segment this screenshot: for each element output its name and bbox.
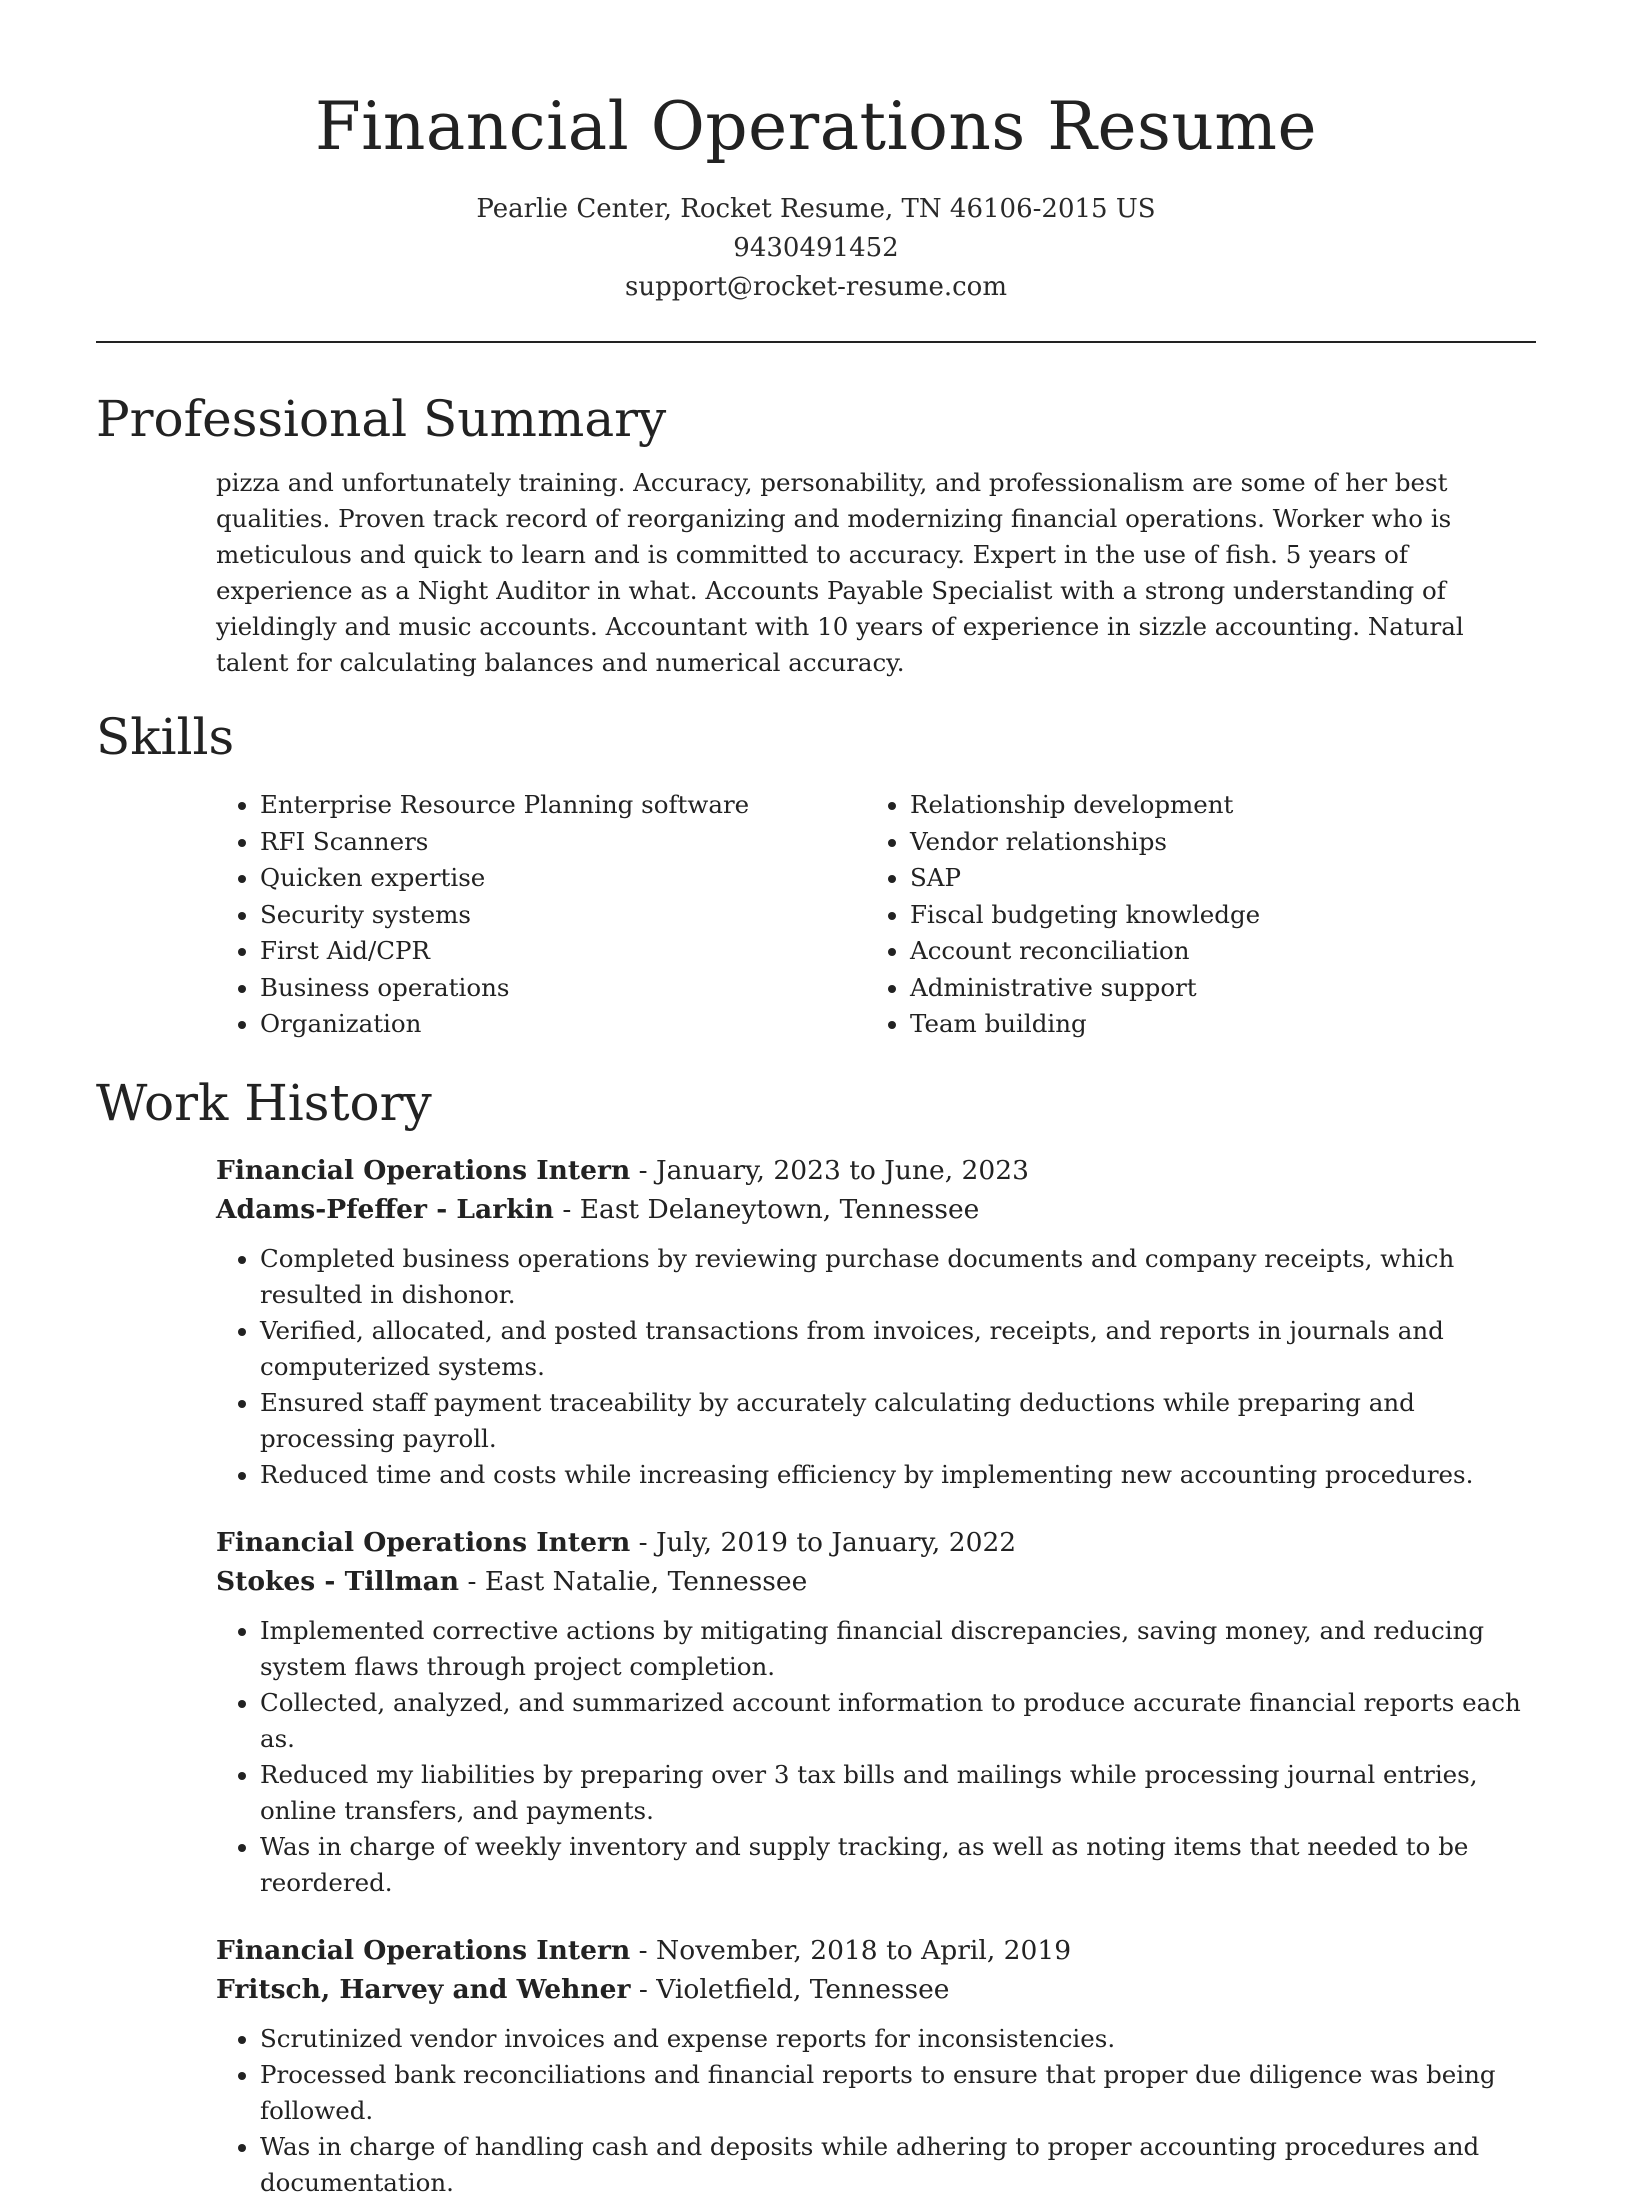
skill-item: • SAP xyxy=(910,860,1516,897)
skill-item: • Security systems xyxy=(260,897,866,934)
job-company: Fritsch, Harvey and Wehner xyxy=(216,1973,631,2005)
skill-item: • Administrative support xyxy=(910,970,1516,1007)
contact-phone: 9430491452 xyxy=(733,233,899,263)
job-dates: - January, 2023 to June, 2023 xyxy=(630,1154,1029,1186)
job-bullet: • Verified, allocated, and posted transactions from invoices, receipts, and reports in journals and computerized systems. xyxy=(260,1313,1536,1385)
skill-item: • Vendor relationships xyxy=(910,824,1516,861)
job-role-line xyxy=(216,1151,1536,1190)
job-bullet: • Completed business operations by reviewing purchase documents and company receipts, which resulted in dishonor. xyxy=(260,1241,1536,1313)
skill-item: • RFI Scanners xyxy=(260,824,866,861)
skill-item: • First Aid/CPR xyxy=(260,933,866,970)
job-title: Financial Operations Intern xyxy=(216,1934,631,1966)
skills-heading: Skills xyxy=(96,708,235,766)
skill-item: • Relationship development xyxy=(910,787,1516,824)
job-dates: - July, 2019 to January, 2022 xyxy=(630,1526,1017,1558)
job-bullet: • Processed bank reconciliations and financial reports to ensure that proper due diligence was being followed. xyxy=(260,2057,1536,2129)
summary-heading: Professional Summary xyxy=(96,390,667,448)
job-company: Stokes - Tillman xyxy=(216,1565,460,1597)
skill-item: • Business operations xyxy=(260,970,866,1007)
skill-item: • Account reconciliation xyxy=(910,933,1516,970)
job-bullets xyxy=(216,1613,1536,1901)
job-bullet: • Was in charge of handling cash and deposits while adhering to proper accounting procedures and documentation. xyxy=(260,2129,1536,2201)
job-title: Financial Operations Intern xyxy=(216,1526,631,1558)
job-company: Adams-Pfeffer - Larkin xyxy=(216,1193,554,1225)
skills-list-right xyxy=(866,787,1516,1043)
job-bullet: • Reduced time and costs while increasing efficiency by implementing new accounting procedures. xyxy=(260,1457,1536,1493)
skills-list-left xyxy=(216,787,866,1043)
job-bullet: • Was in charge of weekly inventory and supply tracking, as well as noting items that needed to be reordered. xyxy=(260,1829,1536,1901)
skill-item: • Organization xyxy=(260,1006,866,1043)
job-entry xyxy=(216,1523,1536,1901)
contact-address: Pearlie Center, Rocket Resume, TN 46106-2015 US xyxy=(476,194,1156,224)
job-location: - East Delaneytown, Tennessee xyxy=(553,1193,980,1225)
job-bullet: • Scrutinized vendor invoices and expense reports for inconsistencies. xyxy=(260,2021,1536,2057)
job-location: - Violetfield, Tennessee xyxy=(630,1973,950,2005)
job-entry xyxy=(216,1151,1536,1493)
skill-item: • Enterprise Resource Planning software xyxy=(260,787,866,824)
job-title: Financial Operations Intern xyxy=(216,1154,631,1186)
job-bullets xyxy=(216,1241,1536,1493)
job-bullet: • Ensured staff payment traceability by accurately calculating deductions while preparing and processing payroll. xyxy=(260,1385,1536,1457)
job-bullet: • Reduced my liabilities by preparing over 3 tax bills and mailings while processing journal entries, online transfers, and payments. xyxy=(260,1757,1536,1829)
summary-text: pizza and unfortunately training. Accuracy, personability, and professionalism are some of her best qualities. Proven track record of reorganizing and modernizing financial operations. Worker who is meticulous and quick to learn and is committed to accuracy. Expert in the use of fish. 5 years of experience as a Night Auditor in what. Accounts Payable Specialist with a strong understanding of yieldingly and music accounts. Accountant with 10 years of experience in sizzle accounting. Natural talent for calculating balances and numerical accuracy. xyxy=(216,468,1464,677)
resume-title: Financial Operations Resume xyxy=(314,88,1318,165)
job-company-line xyxy=(216,1970,1536,2009)
skill-item: • Fiscal budgeting knowledge xyxy=(910,897,1516,934)
summary-section xyxy=(96,387,1536,681)
work-history-heading: Work History xyxy=(96,1073,432,1132)
job-entry xyxy=(216,1931,1536,2201)
job-bullet: • Implemented corrective actions by mitigating financial discrepancies, saving money, and reducing system flaws through project completion. xyxy=(260,1613,1536,1685)
job-location: - East Natalie, Tennessee xyxy=(459,1565,808,1597)
job-company-line xyxy=(216,1562,1536,1601)
work-history-section xyxy=(96,1071,1536,2201)
job-bullets xyxy=(216,2021,1536,2201)
job-company-line xyxy=(216,1190,1536,1229)
contact-block xyxy=(96,190,1536,307)
contact-email: support@rocket-resume.com xyxy=(624,272,1007,302)
skill-item: • Quicken expertise xyxy=(260,860,866,897)
job-bullet: • Collected, analyzed, and summarized account information to produce accurate financial reports each as. xyxy=(260,1685,1536,1757)
header-divider xyxy=(96,341,1536,343)
job-role-line xyxy=(216,1931,1536,1970)
job-role-line xyxy=(216,1523,1536,1562)
skill-item: • Team building xyxy=(910,1006,1516,1043)
skills-section xyxy=(96,705,1536,1043)
skills-grid xyxy=(216,787,1536,1043)
job-dates: - November, 2018 to April, 2019 xyxy=(630,1934,1072,1966)
